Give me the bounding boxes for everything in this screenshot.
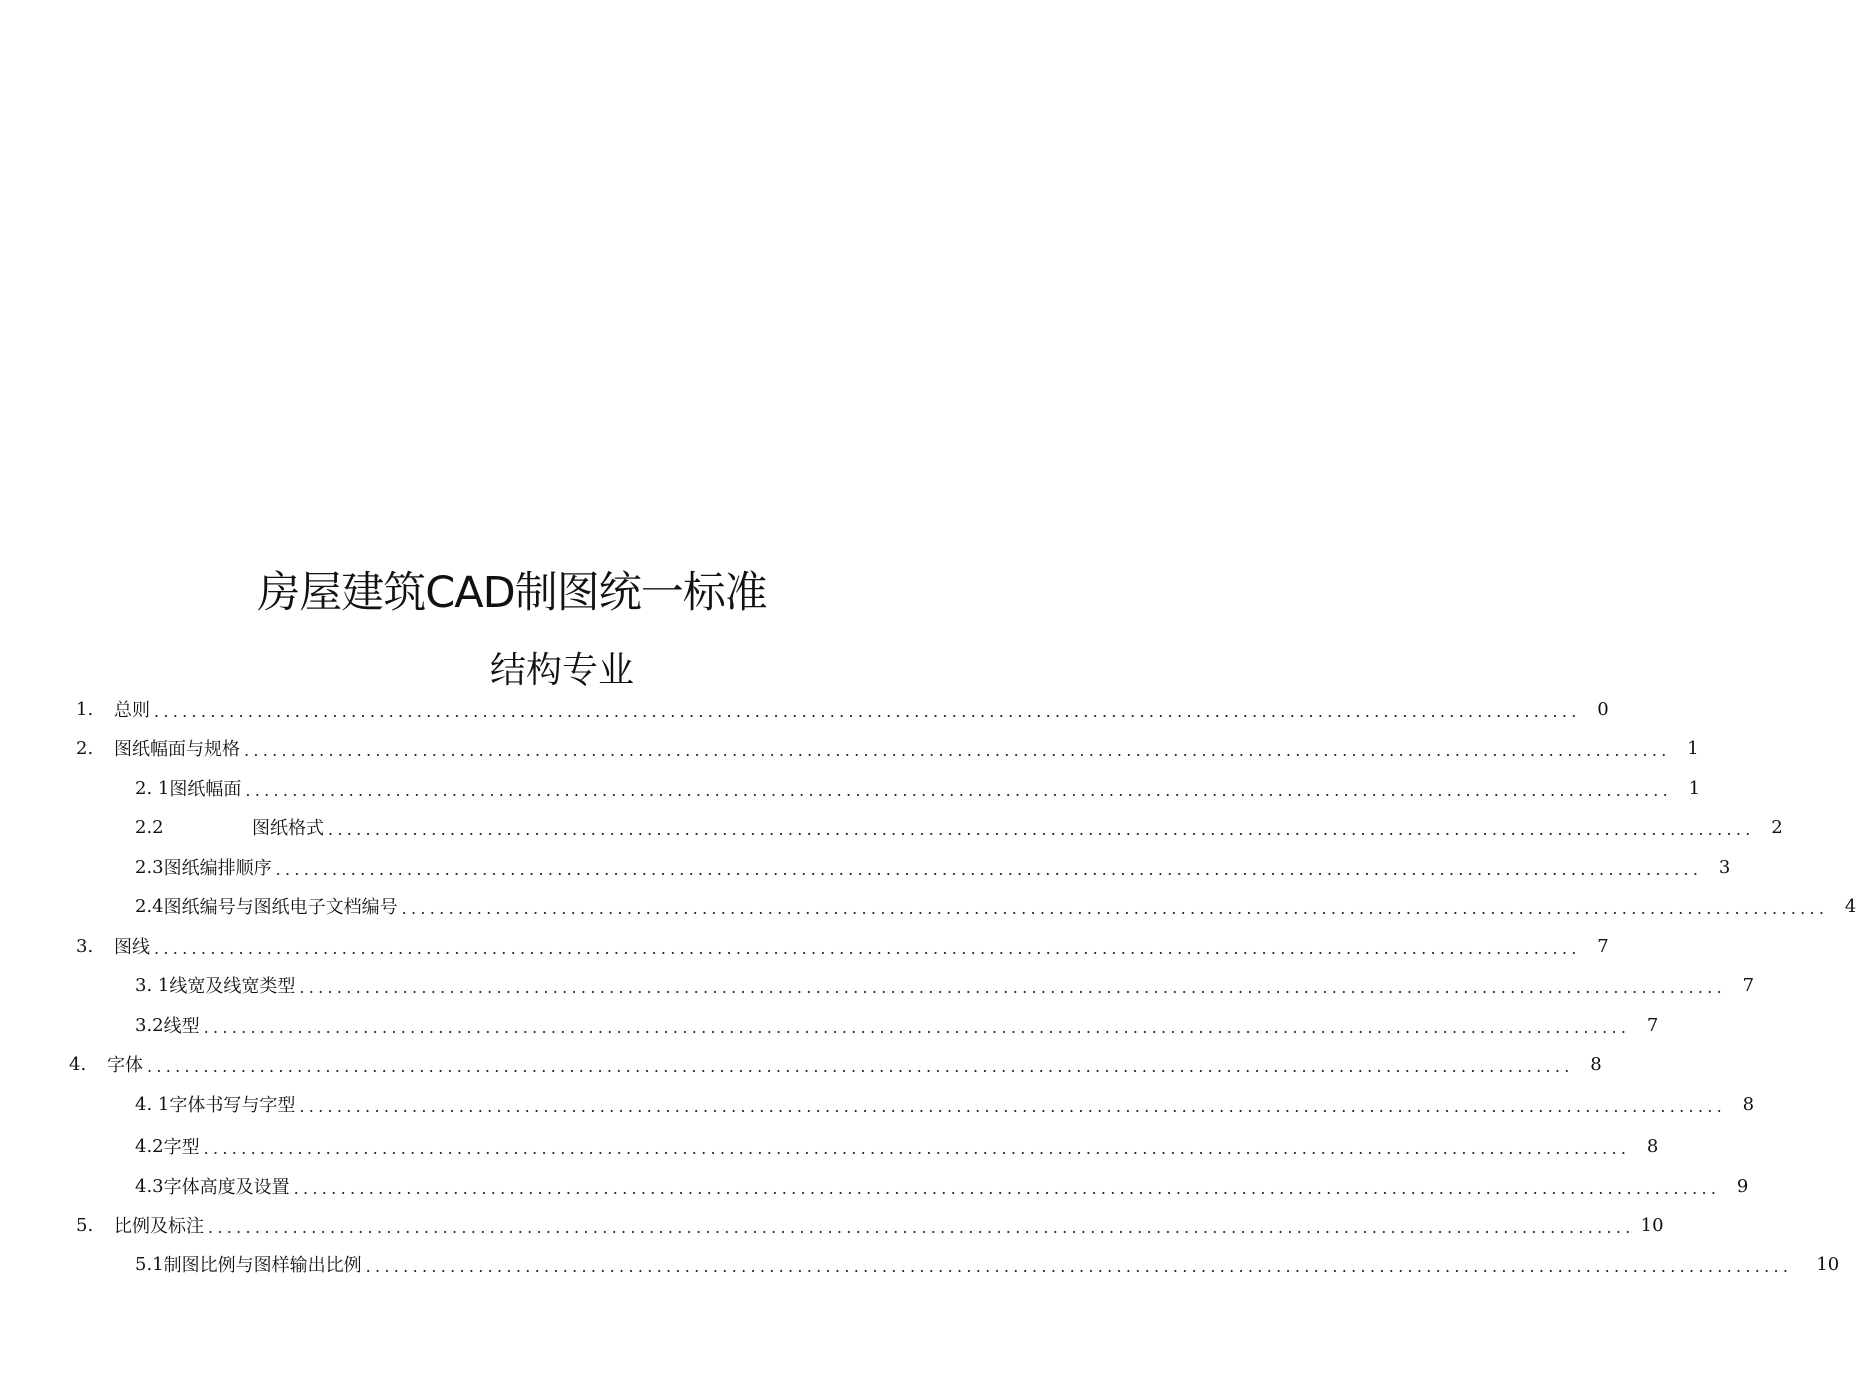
toc-entry-title: 图纸编排顺序 — [163, 858, 272, 879]
toc-entry-number: 3. 1 — [135, 974, 170, 996]
toc-entry-title: 图纸幅面与规格 — [114, 739, 240, 760]
toc-entry-number: 4. — [69, 1053, 87, 1075]
toc-dot-leader: ........................................................................................................................................................ — [299, 1096, 1727, 1116]
toc-dot-leader: ........................................................................................................................................................ — [154, 701, 1581, 721]
toc-dot-leader: ........................................................................................................................................................ — [203, 1017, 1631, 1037]
toc-entry-page: 10 — [1816, 1253, 1840, 1275]
toc-dot-leader: ........................................................................................................................................................ — [154, 938, 1581, 958]
toc-entry-page: 1 — [1688, 777, 1701, 799]
toc-entry-number: 2.4 — [135, 895, 164, 917]
toc-entry-page: 8 — [1646, 1135, 1659, 1157]
toc-entry-page: 2 — [1771, 816, 1783, 838]
toc-entry-page: 9 — [1736, 1175, 1749, 1197]
toc-dot-leader: ........................................................................................................................................................ — [293, 1178, 1721, 1198]
toc-entry-number: 2.2 — [135, 816, 164, 838]
toc-dot-leader: ........................................................................................................................................................ — [401, 898, 1829, 918]
toc-dot-leader: ........................................................................................................................................................ — [275, 859, 1703, 879]
toc-entry-3[interactable] — [76, 931, 1609, 961]
document-title: 房屋建筑CAD制图统一标准 — [257, 568, 767, 618]
toc-entry-5-1[interactable] — [135, 1249, 1840, 1279]
toc-dot-leader: ........................................................................................................................................................ — [328, 819, 1755, 839]
toc-entry-title: 图纸幅面 — [169, 779, 242, 800]
toc-entry-4-1[interactable] — [135, 1089, 1755, 1119]
toc-entry-2[interactable] — [76, 733, 1699, 763]
toc-entry-4[interactable] — [69, 1049, 1602, 1079]
toc-entry-number: 5.1 — [135, 1253, 164, 1275]
toc-entry-title: 图纸编号与图纸电子文档编号 — [163, 897, 398, 918]
toc-entry-number: 3. — [76, 935, 94, 957]
toc-entry-title: 比例及标注 — [114, 1216, 204, 1237]
toc-dot-leader: ........................................................................................................................................................ — [203, 1138, 1631, 1158]
toc-entry-number: 4.3 — [135, 1175, 164, 1197]
toc-entry-title: 线宽及线宽类型 — [169, 976, 296, 997]
toc-entry-title: 字体 — [107, 1055, 143, 1076]
toc-entry-title: 字体高度及设置 — [163, 1177, 290, 1198]
toc-entry-title: 线型 — [163, 1016, 200, 1037]
toc-entry-title: 图纸格式 — [252, 818, 324, 839]
toc-entry-4-2[interactable] — [135, 1131, 1659, 1161]
toc-entry-number: 5. — [76, 1214, 94, 1236]
toc-entry-2-3[interactable] — [135, 852, 1731, 882]
toc-entry-title: 图线 — [114, 937, 150, 958]
toc-dot-leader: ........................................................................................................................................................ — [365, 1256, 1793, 1276]
toc-entry-page: 7 — [1597, 935, 1609, 957]
toc-entry-5[interactable] — [76, 1210, 1664, 1240]
toc-entry-number: 4. 1 — [135, 1093, 170, 1115]
toc-entry-number: 2. 1 — [135, 777, 170, 799]
toc-entry-page: 1 — [1687, 737, 1699, 759]
toc-entry-2-2[interactable] — [135, 812, 1783, 842]
toc-dot-leader: ........................................................................................................................................................ — [147, 1056, 1574, 1076]
toc-entry-page: 0 — [1597, 698, 1609, 720]
toc-entry-page: 7 — [1742, 974, 1755, 996]
toc-dot-leader: ........................................................................................................................................................ — [208, 1217, 1635, 1237]
toc-entry-number: 2. — [76, 737, 94, 759]
toc-entry-number: 3.2 — [135, 1014, 164, 1036]
toc-dot-leader: ........................................................................................................................................................ — [245, 780, 1673, 800]
toc-dot-leader: ........................................................................................................................................................ — [244, 740, 1671, 760]
toc-entry-page: 4 — [1844, 895, 1856, 917]
toc-entry-page: 8 — [1590, 1053, 1602, 1075]
toc-entry-number: 1. — [76, 698, 94, 720]
toc-entry-4-3[interactable] — [135, 1171, 1749, 1201]
toc-entry-page: 3 — [1718, 856, 1731, 878]
toc-entry-title: 制图比例与图样输出比例 — [163, 1255, 362, 1276]
toc-entry-3-2[interactable] — [135, 1010, 1659, 1040]
toc-entry-number: 2.3 — [135, 856, 164, 878]
toc-dot-leader: ........................................................................................................................................................ — [299, 977, 1727, 997]
toc-entry-2-1[interactable] — [135, 773, 1701, 803]
toc-entry-page: 10 — [1640, 1214, 1664, 1236]
toc-entry-title: 字体书写与字型 — [169, 1095, 296, 1116]
toc-entry-title: 字型 — [163, 1137, 200, 1158]
toc-entry-title: 总则 — [114, 700, 150, 721]
document-subtitle: 结构专业 — [490, 650, 635, 691]
toc-entry-2-4[interactable] — [135, 891, 1856, 921]
toc-entry-number: 4.2 — [135, 1135, 164, 1157]
toc-entry-3-1[interactable] — [135, 970, 1755, 1000]
toc-entry-page: 8 — [1742, 1093, 1755, 1115]
toc-entry-1[interactable] — [76, 694, 1609, 724]
toc-entry-page: 7 — [1646, 1014, 1659, 1036]
